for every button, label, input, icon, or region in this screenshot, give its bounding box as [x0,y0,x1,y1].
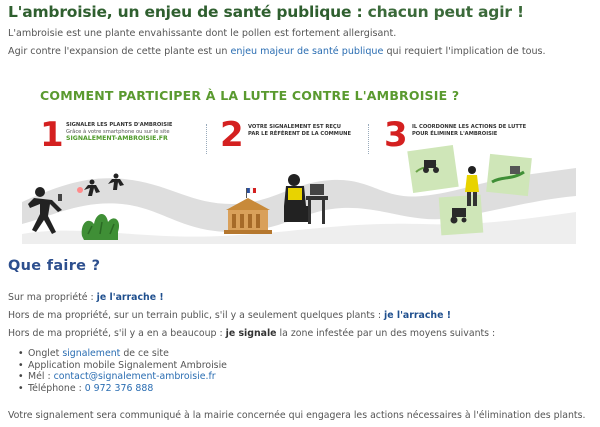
step-3-line-1: IL COORDONNE LES ACTIONS DE LUTTE [412,124,527,130]
p1-text: Sur ma propriété : [8,292,97,303]
p3-text-end: la zone infestée par un des moyens suivants : [276,328,496,339]
intro-text-a: Agir contre l'expansion de cette plante est un [8,46,231,57]
page-title-main: L'ambroisie, un enjeu de santé publique : [8,3,363,21]
list-item-text-end: de ce site [120,348,169,359]
infographic-illustration [22,84,576,244]
step-1-text [66,122,172,143]
p2-text: Hors de ma propriété, sur un terrain public, s'il y a seulement quelques plants : [8,310,385,321]
link-email[interactable]: contact@signalement-ambroisie.fr [53,371,216,383]
list-item-text: Téléphone : [28,382,85,394]
step-1-line-3: SIGNALEMENT-AMBROISIE.FR [66,135,168,142]
field-square-1 [407,145,458,193]
link-phone[interactable]: 0 972 376 888 [84,382,154,394]
page-title-rest: chacun peut agir ! [362,3,524,21]
step-separator-2 [368,124,369,154]
step-3-text [412,124,526,137]
section-heading: Que faire ? [8,258,101,274]
intro-text-b: qui requiert l'implication de tous. [383,46,546,57]
step-2-line-1: VOTRE SIGNALEMENT EST REÇU [248,124,341,130]
step-1-number: 1 [40,115,64,155]
p3-text: Hors de ma propriété, s'il y a en a beaucoup : [8,328,226,339]
field-square-2 [486,154,532,196]
list-item-text: Onglet [28,348,63,359]
step-separator-1 [206,124,207,154]
list-item [18,360,227,372]
link-signalement-tab[interactable]: signalement [62,348,121,359]
page-title [8,3,524,21]
infographic-image [22,84,576,244]
paragraph-public-land [8,310,451,321]
step-2-text [248,124,351,137]
p3-emphasis: je signale [225,328,277,339]
list-item-text: Mél : [28,371,54,383]
step-1-line-1: SIGNALER LES PLANTS D'AMBROISIE [66,122,173,128]
step-2-line-2: PAR LE RÉFÉRENT DE LA COMMUNE [248,130,352,137]
paragraph-many-plants [8,328,495,339]
paragraph-own-property [8,292,164,303]
paragraph-conclusion: Votre signalement sera communiqué à la mairie concernée qui engagera les actions nécessaires à l'élimination des plants. [8,410,586,421]
p2-emphasis: je l'arrache ! [384,310,451,321]
intro-line-1: L'ambroisie est une plante envahissante dont le pollen est fortement allergisant. [8,28,397,39]
list-item [18,383,227,395]
list-item [18,348,227,360]
list-item-text: Application mobile Signalement Ambroisie [28,359,227,371]
list-item [18,371,227,383]
report-methods-list [18,348,227,394]
infographic-title: COMMENT PARTICIPER À LA LUTTE CONTRE L'AMBROISIE ? [40,88,460,103]
step-3-number: 3 [384,115,408,155]
bush-icon [82,214,119,240]
town-hall-icon [224,188,272,234]
intro-line-2 [8,46,546,57]
intro-link-enjeu[interactable]: enjeu majeur de santé publique [230,46,384,57]
p1-emphasis: je l'arrache ! [96,292,164,303]
step-2-number: 2 [220,115,244,155]
step-3-line-2: POUR ÉLIMINER L'AMBROISIE [412,130,498,137]
step-1-line-2: Grâce à votre smartphone ou sur le site [66,128,170,135]
